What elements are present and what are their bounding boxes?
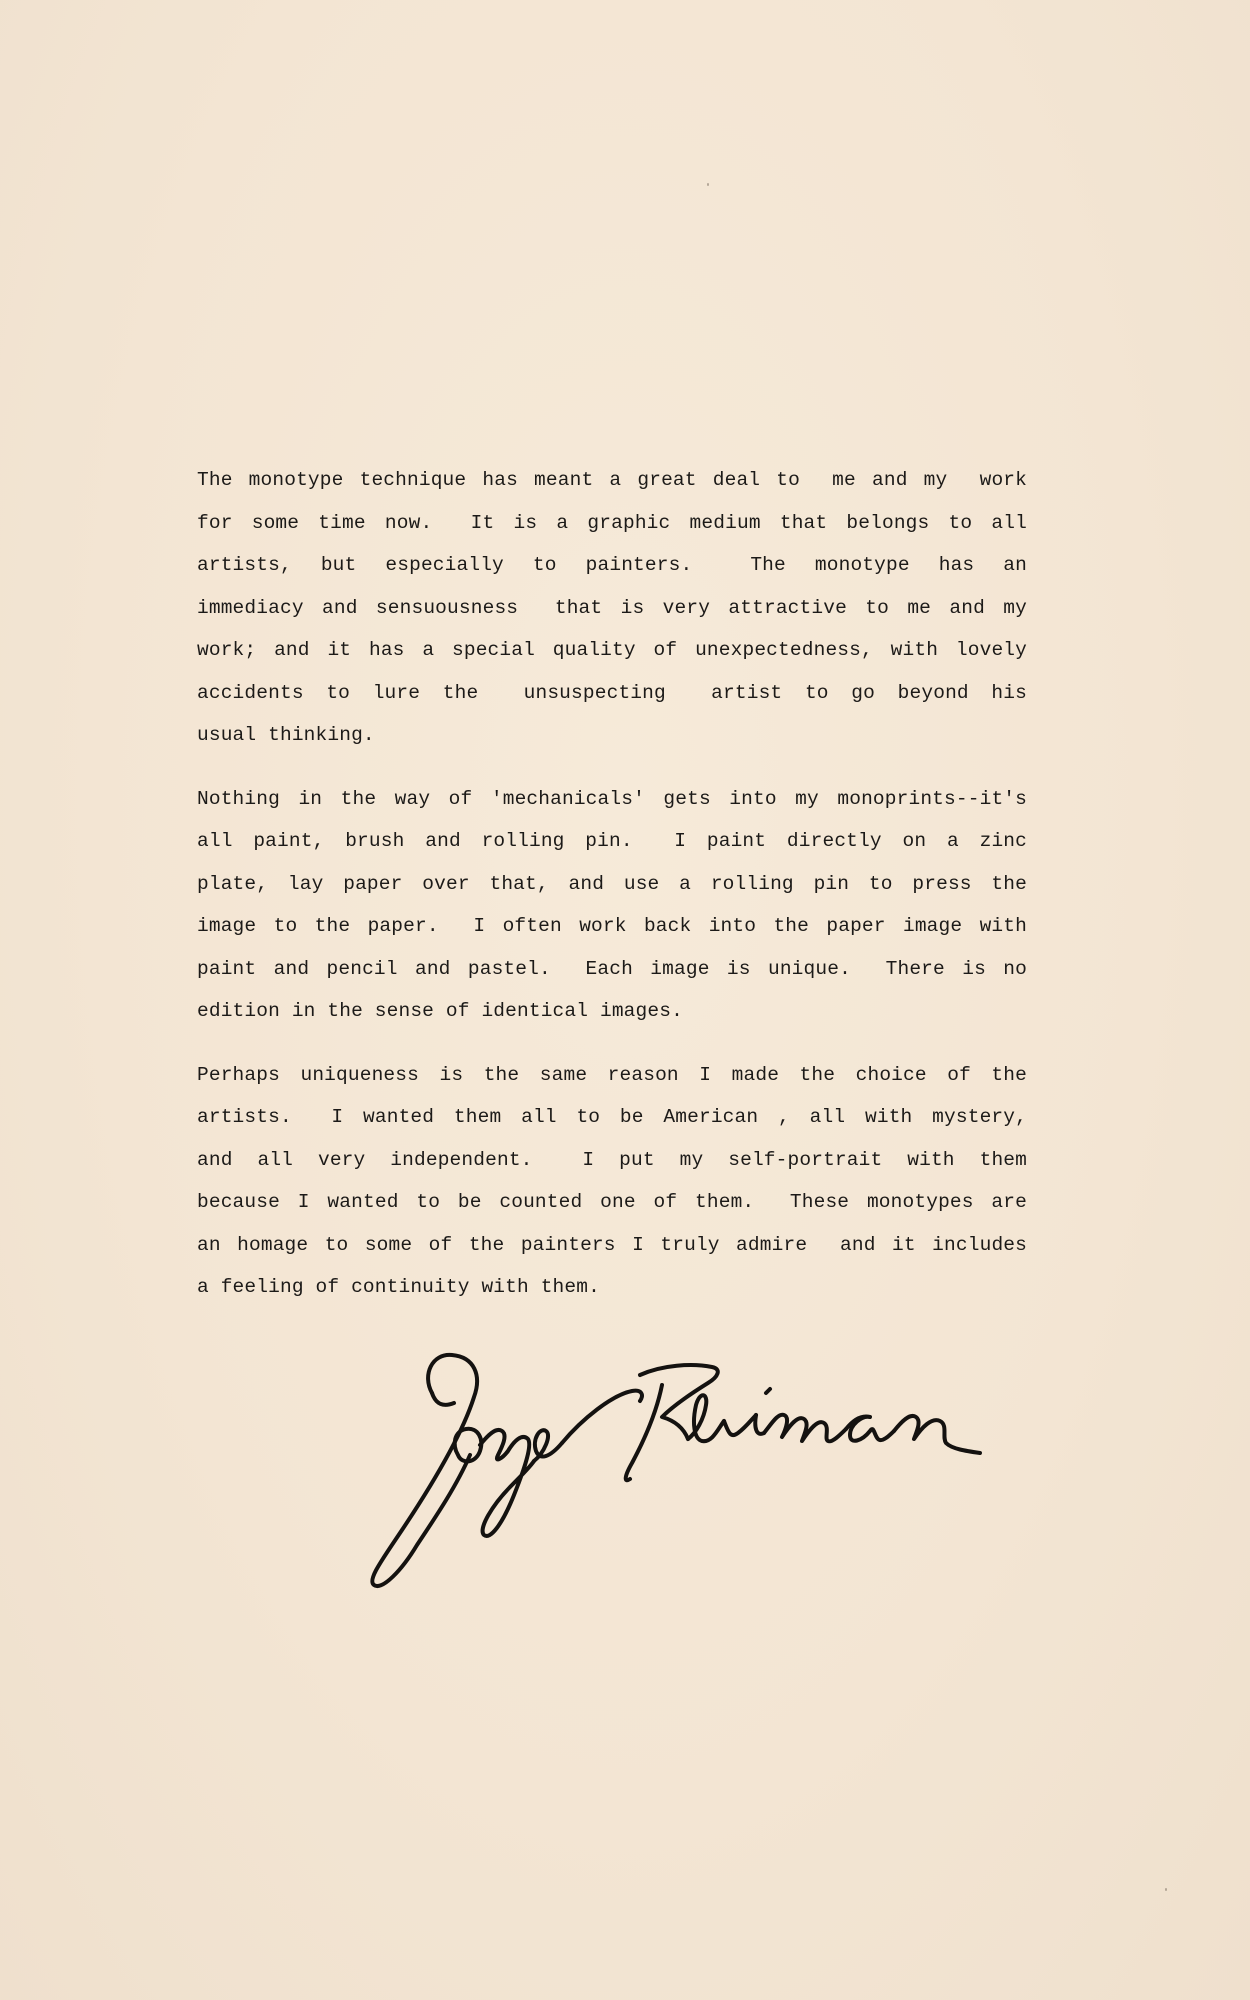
text-line: artists, but especially to painters. The monotype has an	[197, 554, 1027, 576]
letter-body	[197, 459, 1027, 1330]
text-line: a feeling of continuity with them.	[197, 1276, 600, 1298]
text-line: usual thinking.	[197, 724, 375, 746]
text-line: for some time now. It is a graphic medium that belongs to all	[197, 511, 1027, 534]
text-line: edition in the sense of identical images.	[197, 1000, 683, 1022]
letter-paragraph-1	[197, 459, 1027, 757]
text-line: Perhaps uniqueness is the same reason I made the choice of the	[197, 1063, 1027, 1086]
text-line: because I wanted to be counted one of them. These monotypes are	[197, 1191, 1027, 1213]
text-line: immediacy and sensuousness that is very attractive to me and my	[197, 596, 1027, 619]
paper-speck	[1165, 1888, 1167, 1891]
text-line: and all very independent. I put my self-portrait with them	[197, 1148, 1027, 1171]
text-line: The monotype technique has meant a great deal to me and my work	[197, 469, 1027, 491]
handwritten-signature	[362, 1335, 1012, 1595]
text-line: artists. I wanted them all to be American , all with mystery,	[197, 1106, 1027, 1128]
text-line: all paint, brush and rolling pin. I paint directly on a zinc	[197, 830, 1027, 852]
letter-paragraph-2	[197, 778, 1027, 1033]
text-line: image to the paper. I often work back into the paper image with	[197, 915, 1027, 937]
text-line: an homage to some of the painters I truly admire and it includes	[197, 1233, 1027, 1256]
text-line: paint and pencil and pastel. Each image is unique. There is no	[197, 957, 1027, 980]
text-line: Nothing in the way of 'mechanicals' gets into my monoprints--it's	[197, 787, 1027, 810]
paper-speck	[707, 183, 709, 186]
letter-paragraph-3	[197, 1054, 1027, 1309]
text-line: work; and it has a special quality of unexpectedness, with lovely	[197, 639, 1027, 661]
text-line: plate, lay paper over that, and use a rolling pin to press the	[197, 872, 1027, 895]
text-line: accidents to lure the unsuspecting artist to go beyond his	[197, 681, 1027, 704]
signature-drawing	[362, 1335, 1012, 1595]
